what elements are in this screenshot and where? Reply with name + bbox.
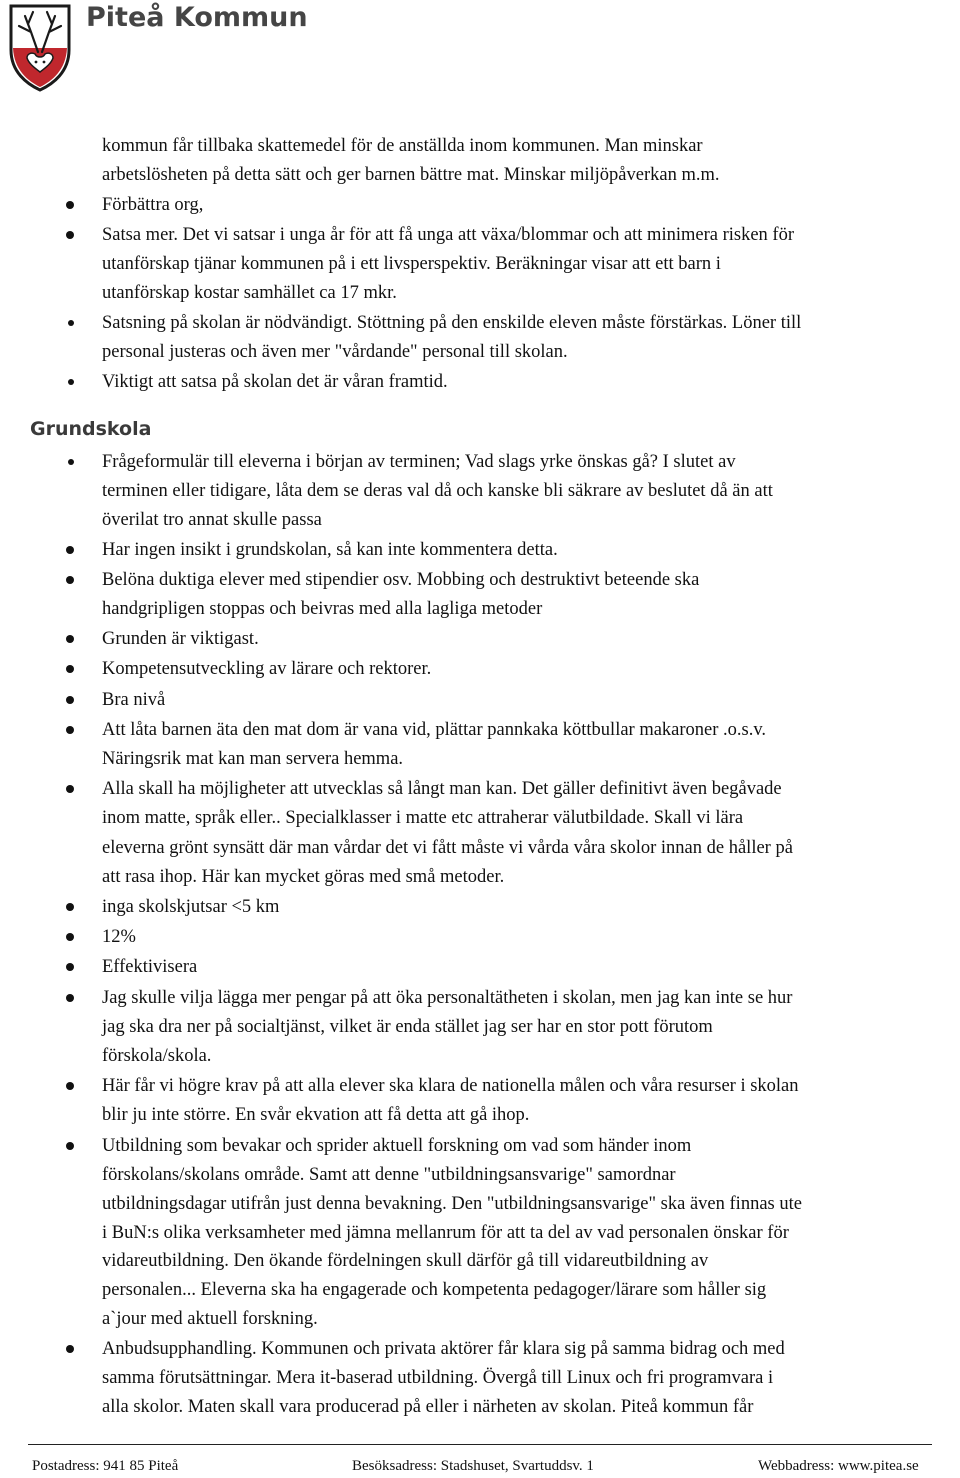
bullet-icon <box>66 635 74 643</box>
body-text-line: Frågeformulär till eleverna i början av terminen; Vad slags yrke önskas gå? I slutet av <box>102 452 736 472</box>
body-text-line: Grunden är viktigast. <box>102 629 259 649</box>
page-header <box>0 0 960 100</box>
body-text-line: Anbudsupphandling. Kommunen och privata aktörer får klara sig på samma bidrag och med <box>102 1339 785 1359</box>
body-text-line: Effektivisera <box>102 957 198 977</box>
body-text-line: utanförskap kostar samhället ca 17 mkr. <box>102 283 397 303</box>
body-text-line: Här får vi högre krav på att alla elever ska klara de nationella målen och våra resurser i skolan <box>102 1076 799 1096</box>
body-text-line: vidareutbildning. Den ökande fördelningen skull därför gå till vidareutbildning av <box>102 1251 709 1271</box>
body-text-line: Att låta barnen äta den mat dom är vana vid, plättar pannkaka köttbullar makaroner .o.s.v. <box>102 720 767 740</box>
bullet-icon <box>66 576 74 584</box>
body-text-line: överilat tro annat skulle passa <box>102 510 322 530</box>
body-text-line: personal justeras och även mer "vårdande" personal till skolan. <box>102 342 568 362</box>
body-text-line: blir ju inte större. En svår ekvation att få detta att gå ihop. <box>102 1105 530 1125</box>
section-heading-grundskola: Grundskola <box>30 418 152 440</box>
bullet-icon <box>68 320 74 326</box>
footer-divider <box>28 1444 932 1445</box>
body-text-line: i BuN:s olika verksamheter med jämna mellanrum för att ta del av vad personalen önskar för <box>102 1223 789 1243</box>
body-text-line: inom matte, språk eller.. Specialklasser i matte etc attraherar välutbildade. Skall vi lära <box>102 808 744 828</box>
body-text-line: Näringsrik mat kan man servera hemma. <box>102 749 404 769</box>
footer-postal-address: Postadress: 941 85 Piteå <box>32 1458 179 1474</box>
bullet-icon <box>66 665 74 673</box>
body-text-line: Bra nivå <box>102 690 166 710</box>
bullet-icon <box>66 546 74 554</box>
coat-of-arms-icon <box>5 2 75 92</box>
body-text-line: utanförskap tjänar kommunen på i ett livsperspektiv. Beräkningar visar att ett barn i <box>102 254 721 274</box>
bullet-icon <box>66 903 74 911</box>
body-text-line: samma förutsättningar. Mera it-baserad utbildning. Övergå till Linux och fri programvara i <box>102 1368 774 1388</box>
body-text-line: Viktigt att satsa på skolan det är våran framtid. <box>102 372 448 392</box>
body-text-line: förskolans/skolans område. Samt att denne "utbildningsansvarige" samordnar <box>102 1165 676 1185</box>
body-text-line: Utbildning som bevakar och sprider aktuell forskning om vad som händer inom <box>102 1136 692 1156</box>
body-text-line: inga skolskjutsar <5 km <box>102 897 280 917</box>
body-text-line: arbetslösheten på detta sätt och ger barnen bättre mat. Minskar miljöpåverkan m.m. <box>102 165 720 185</box>
bullet-icon <box>66 785 74 793</box>
body-text-line: Satsning på skolan är nödvändigt. Stöttning på den enskilde eleven måste förstärkas. Löner till <box>102 313 802 333</box>
bullet-icon <box>66 1345 74 1353</box>
body-text-line: 12% <box>102 927 136 947</box>
body-text-line: Belöna duktiga elever med stipendier osv. Mobbing och destruktivt beteende ska <box>102 570 700 590</box>
body-text-line: Satsa mer. Det vi satsar i unga år för att få unga att växa/blommar och att minimera risken för <box>102 225 794 245</box>
body-text-line: Jag skulle vilja lägga mer pengar på att öka personaltätheten i skolan, men jag kan inte se hur <box>102 988 793 1008</box>
body-text-line: alla skolor. Maten skall vara producerad på eller i närheten av skolan. Piteå kommun får <box>102 1397 754 1417</box>
bullet-icon <box>66 726 74 734</box>
bullet-icon <box>68 379 74 385</box>
bullet-icon <box>66 933 74 941</box>
body-text-line: förskola/skola. <box>102 1046 212 1066</box>
bullet-icon <box>68 459 74 465</box>
bullet-icon <box>66 1142 74 1150</box>
organization-name: Piteå Kommun <box>86 2 308 33</box>
bullet-icon <box>66 963 74 971</box>
body-text-line: eleverna grönt synsätt där man vårdar det vi fått måste vi vårda våra skolor innan de håller på <box>102 838 793 858</box>
bullet-icon <box>66 201 74 209</box>
body-text-line: personalen... Eleverna ska ha engagerade och kompetenta pedagoger/lärare som håller sig <box>102 1280 767 1300</box>
bullet-icon <box>66 696 74 704</box>
body-text-line: handgripligen stoppas och beivras med alla lagliga metoder <box>102 599 543 619</box>
bullet-icon <box>66 1082 74 1090</box>
footer-visiting-address: Besöksadress: Stadshuset, Svartuddsv. 1 <box>352 1458 594 1474</box>
body-text-line: att rasa ihop. Här kan mycket göras med små metoder. <box>102 867 505 887</box>
body-text-line: Har ingen insikt i grundskolan, så kan inte kommentera detta. <box>102 540 558 560</box>
bullet-icon <box>66 231 74 239</box>
body-text-line: a`jour med aktuell forskning. <box>102 1309 318 1329</box>
bullet-icon <box>66 994 74 1002</box>
body-text-line: utbildningsdagar utifrån just denna bevakning. Den "utbildningsansvarige" ska även finnas ute <box>102 1194 802 1214</box>
body-text-line: Kompetensutveckling av lärare och rektorer. <box>102 659 432 679</box>
footer-web-address: Webbadress: www.pitea.se <box>758 1458 919 1474</box>
body-text-line: jag ska dra ner på socialtjänst, vilket är enda stället jag ser har en stor pott förutom <box>102 1017 713 1037</box>
body-text-line: terminen eller tidigare, låta dem se deras val då och kanske bli säkrare av beslutet då än att <box>102 481 773 501</box>
body-text-line: kommun får tillbaka skattemedel för de anställda inom kommunen. Man minskar <box>102 136 703 156</box>
body-text-line: Alla skall ha möjligheter att utvecklas så långt man kan. Det gäller definitivt även begåvade <box>102 779 782 799</box>
body-text-line: Förbättra org, <box>102 195 204 215</box>
